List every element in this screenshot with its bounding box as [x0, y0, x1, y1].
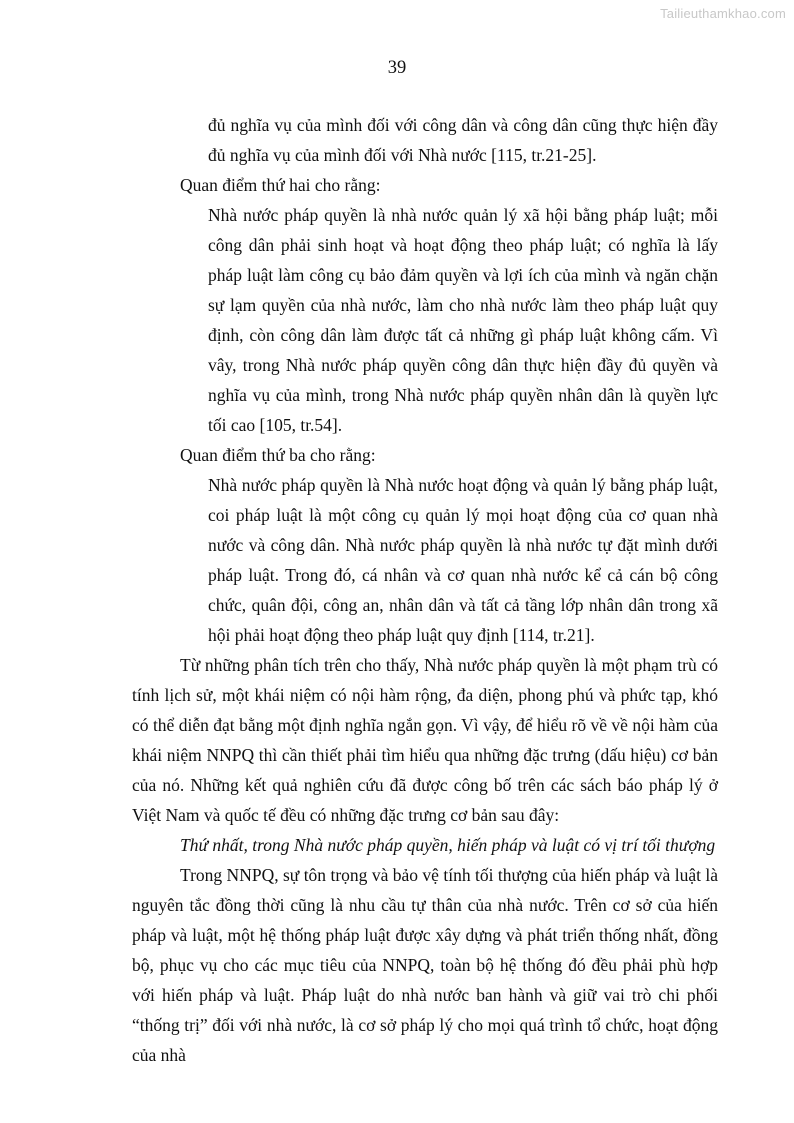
block-quote-1-tail: đủ nghĩa vụ của mình đối với công dân và công dân cũng thực hiện đầy đủ nghĩa vụ của mình đối với Nhà nước [115, tr.21-25]. — [208, 115, 718, 165]
page-body — [132, 110, 718, 1070]
block-quote-3: Nhà nước pháp quyền là Nhà nước hoạt động và quản lý bằng pháp luật, coi pháp luật là một công cụ quản lý mọi hoạt động của cơ quan nhà nước và công dân. Nhà nước pháp quyền là nhà nước tự đặt mình dưới pháp luật. Trong đó, cá nhân và cơ quan nhà nước kể cả cán bộ công chức, quân đội, công an, nhân dân và tất cả tầng lớp nhân dân trong xã hội phải hoạt động theo pháp luật quy định [114, tr.21]. — [208, 475, 718, 645]
body-paragraph-2: Trong NNPQ, sự tôn trọng và bảo vệ tính tối thượng của hiến pháp và luật là nguyên tắc đồng thời cũng là nhu cầu tự thân của nhà nước. Trên cơ sở của hiến pháp và luật, một hệ thống pháp luật được xây dựng và phát triển thống nhất, đồng bộ, phục vụ cho các mục tiêu của NNPQ, toàn bộ hệ thống đó đều phải phù hợp với hiến pháp và luật. Pháp luật do nhà nước ban hành và giữ vai trò chi phối “thống trị” đối với nhà nước, là cơ sở pháp lý cho mọi quá trình tổ chức, hoạt động của nhà — [132, 865, 718, 1065]
section-heading-italic: Thứ nhất, trong Nhà nước pháp quyền, hiến pháp và luật có vị trí tối thượng — [180, 835, 716, 855]
watermark: Tailieuthamkhao.com — [660, 6, 786, 21]
block-quote-2: Nhà nước pháp quyền là nhà nước quản lý xã hội bằng pháp luật; mỗi công dân phải sinh hoạt và hoạt động theo pháp luật; có nghĩa là lấy pháp luật làm công cụ bảo đảm quyền và lợi ích của mình và ngăn chặn sự lạm quyền của nhà nước, làm cho nhà nước làm theo pháp luật quy định, còn công dân làm được tất cả những gì pháp luật không cấm. Vì vây, trong Nhà nước pháp quyền công dân thực hiện đầy đủ quyền và nghĩa vụ của mình, trong Nhà nước pháp quyền nhân dân là quyền lực tối cao [105, tr.54]. — [208, 205, 718, 435]
page-number: 39 — [387, 58, 407, 78]
body-paragraph-1: Từ những phân tích trên cho thấy, Nhà nước pháp quyền là một phạm trù có tính lịch sử, một khái niệm có nội hàm rộng, đa diện, phong phú và phức tạp, khó có thể diễn đạt bằng một định nghĩa ngắn gọn. Vì vậy, để hiểu rõ về về nội hàm của khái niệm NNPQ thì cần thiết phải tìm hiểu qua những đặc trưng (dấu hiệu) cơ bản của nó. Những kết quả nghiên cứu đã được công bố trên các sách báo pháp lý ở Việt Nam và quốc tế đều có những đặc trưng cơ bản sau đây: — [132, 655, 718, 825]
lead-in-view-2: Quan điểm thứ hai cho rằng: — [180, 175, 381, 195]
lead-in-view-3: Quan điểm thứ ba cho rằng: — [180, 445, 376, 465]
